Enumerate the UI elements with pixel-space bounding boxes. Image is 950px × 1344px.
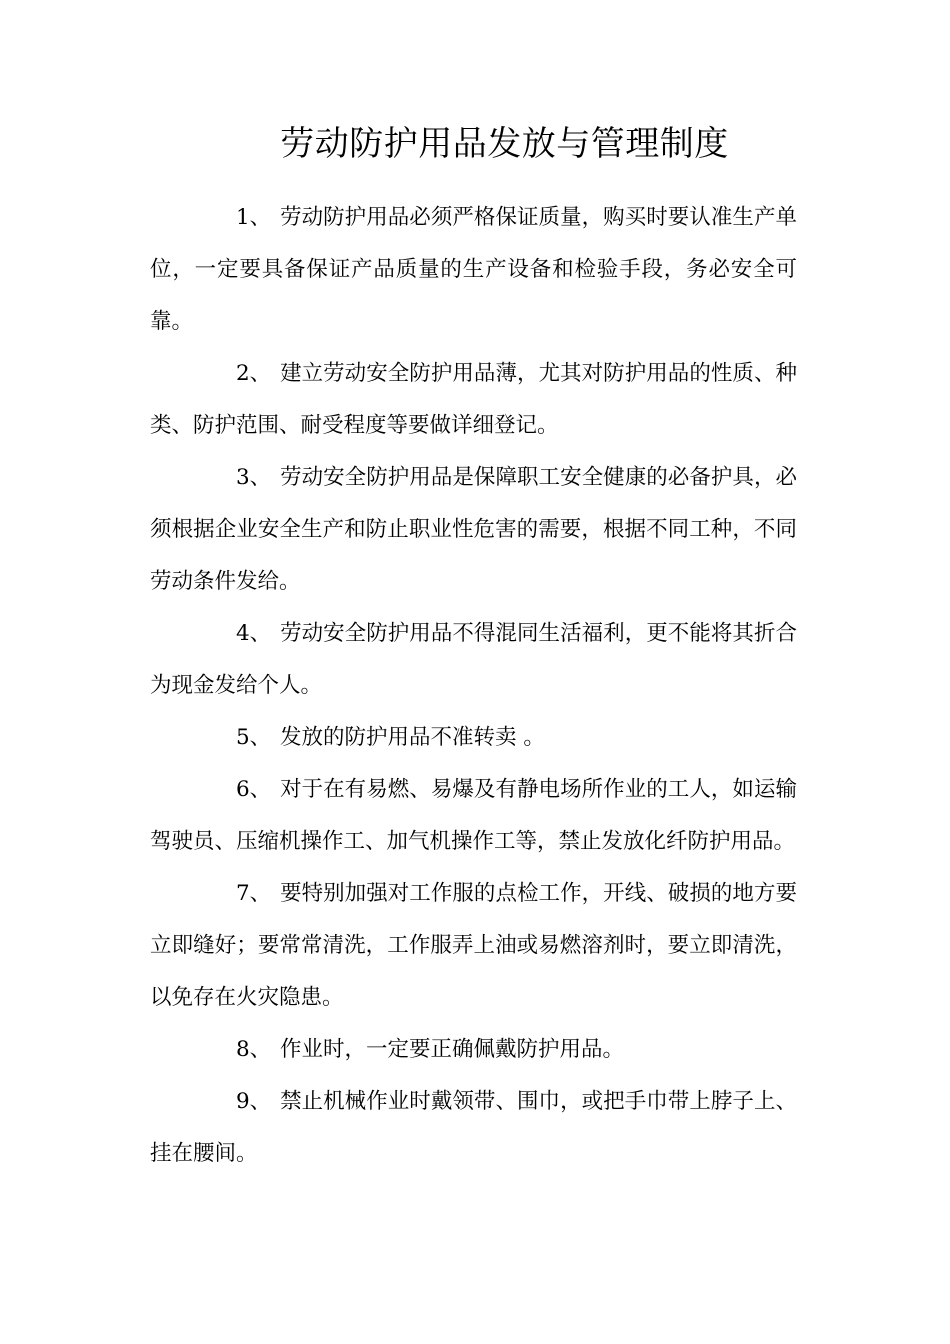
clause-item-3 (150, 452, 797, 608)
clause-number: 6、 (236, 777, 272, 802)
clause-item-7 (150, 868, 797, 1024)
clause-text: 建立劳动安全防护用品薄，尤其对防护用品的性质、种类、防护范围、耐受程度等要做详细登记。 (150, 361, 797, 438)
clause-text: 禁止机械作业时戴领带、围巾，或把手巾带上脖子上、挂在腰间。 (150, 1089, 797, 1166)
clause-text: 劳动防护用品必须严格保证质量，购买时要认准生产单位，一定要具备保证产品质量的生产设备和检验手段，务必安全可靠。 (150, 205, 797, 334)
clause-item-1 (150, 192, 797, 348)
clause-item-2 (150, 348, 797, 452)
clause-text: 发放的防护用品不准转卖 。 (280, 725, 545, 750)
clause-text: 劳动安全防护用品是保障职工安全健康的必备护具，必须根据企业安全生产和防止职业性危害的需要，根据不同工种，不同劳动条件发给。 (150, 465, 797, 594)
clause-item-6 (150, 764, 797, 868)
clause-item-9 (150, 1076, 797, 1180)
clause-number: 9、 (236, 1089, 272, 1114)
clause-list (150, 192, 797, 1180)
clause-text: 对于在有易燃、易爆及有静电场所作业的工人，如运输驾驶员、压缩机操作工、加气机操作工等，禁止发放化纤防护用品。 (150, 777, 797, 854)
clause-text: 要特别加强对工作服的点检工作，开线、破损的地方要立即缝好；要常常清洗，工作服弄上油或易燃溶剂时，要立即清洗，以免存在火灾隐患。 (150, 881, 797, 1010)
clause-number: 1、 (236, 205, 272, 230)
clause-item-5 (150, 712, 797, 764)
clause-number: 2、 (236, 361, 272, 386)
clause-item-4 (150, 608, 797, 712)
clause-text: 劳动安全防护用品不得混同生活福利，更不能将其折合为现金发给个人。 (150, 621, 797, 698)
clause-number: 4、 (236, 621, 272, 646)
clause-number: 7、 (236, 881, 272, 906)
clause-text: 作业时，一定要正确佩戴防护用品。 (280, 1037, 625, 1062)
clause-item-8 (150, 1024, 797, 1076)
clause-number: 5、 (236, 725, 272, 750)
clause-number: 3、 (236, 465, 272, 490)
page-title: 劳动防护用品发放与管理制度 (280, 124, 729, 164)
clause-number: 8、 (236, 1037, 272, 1062)
